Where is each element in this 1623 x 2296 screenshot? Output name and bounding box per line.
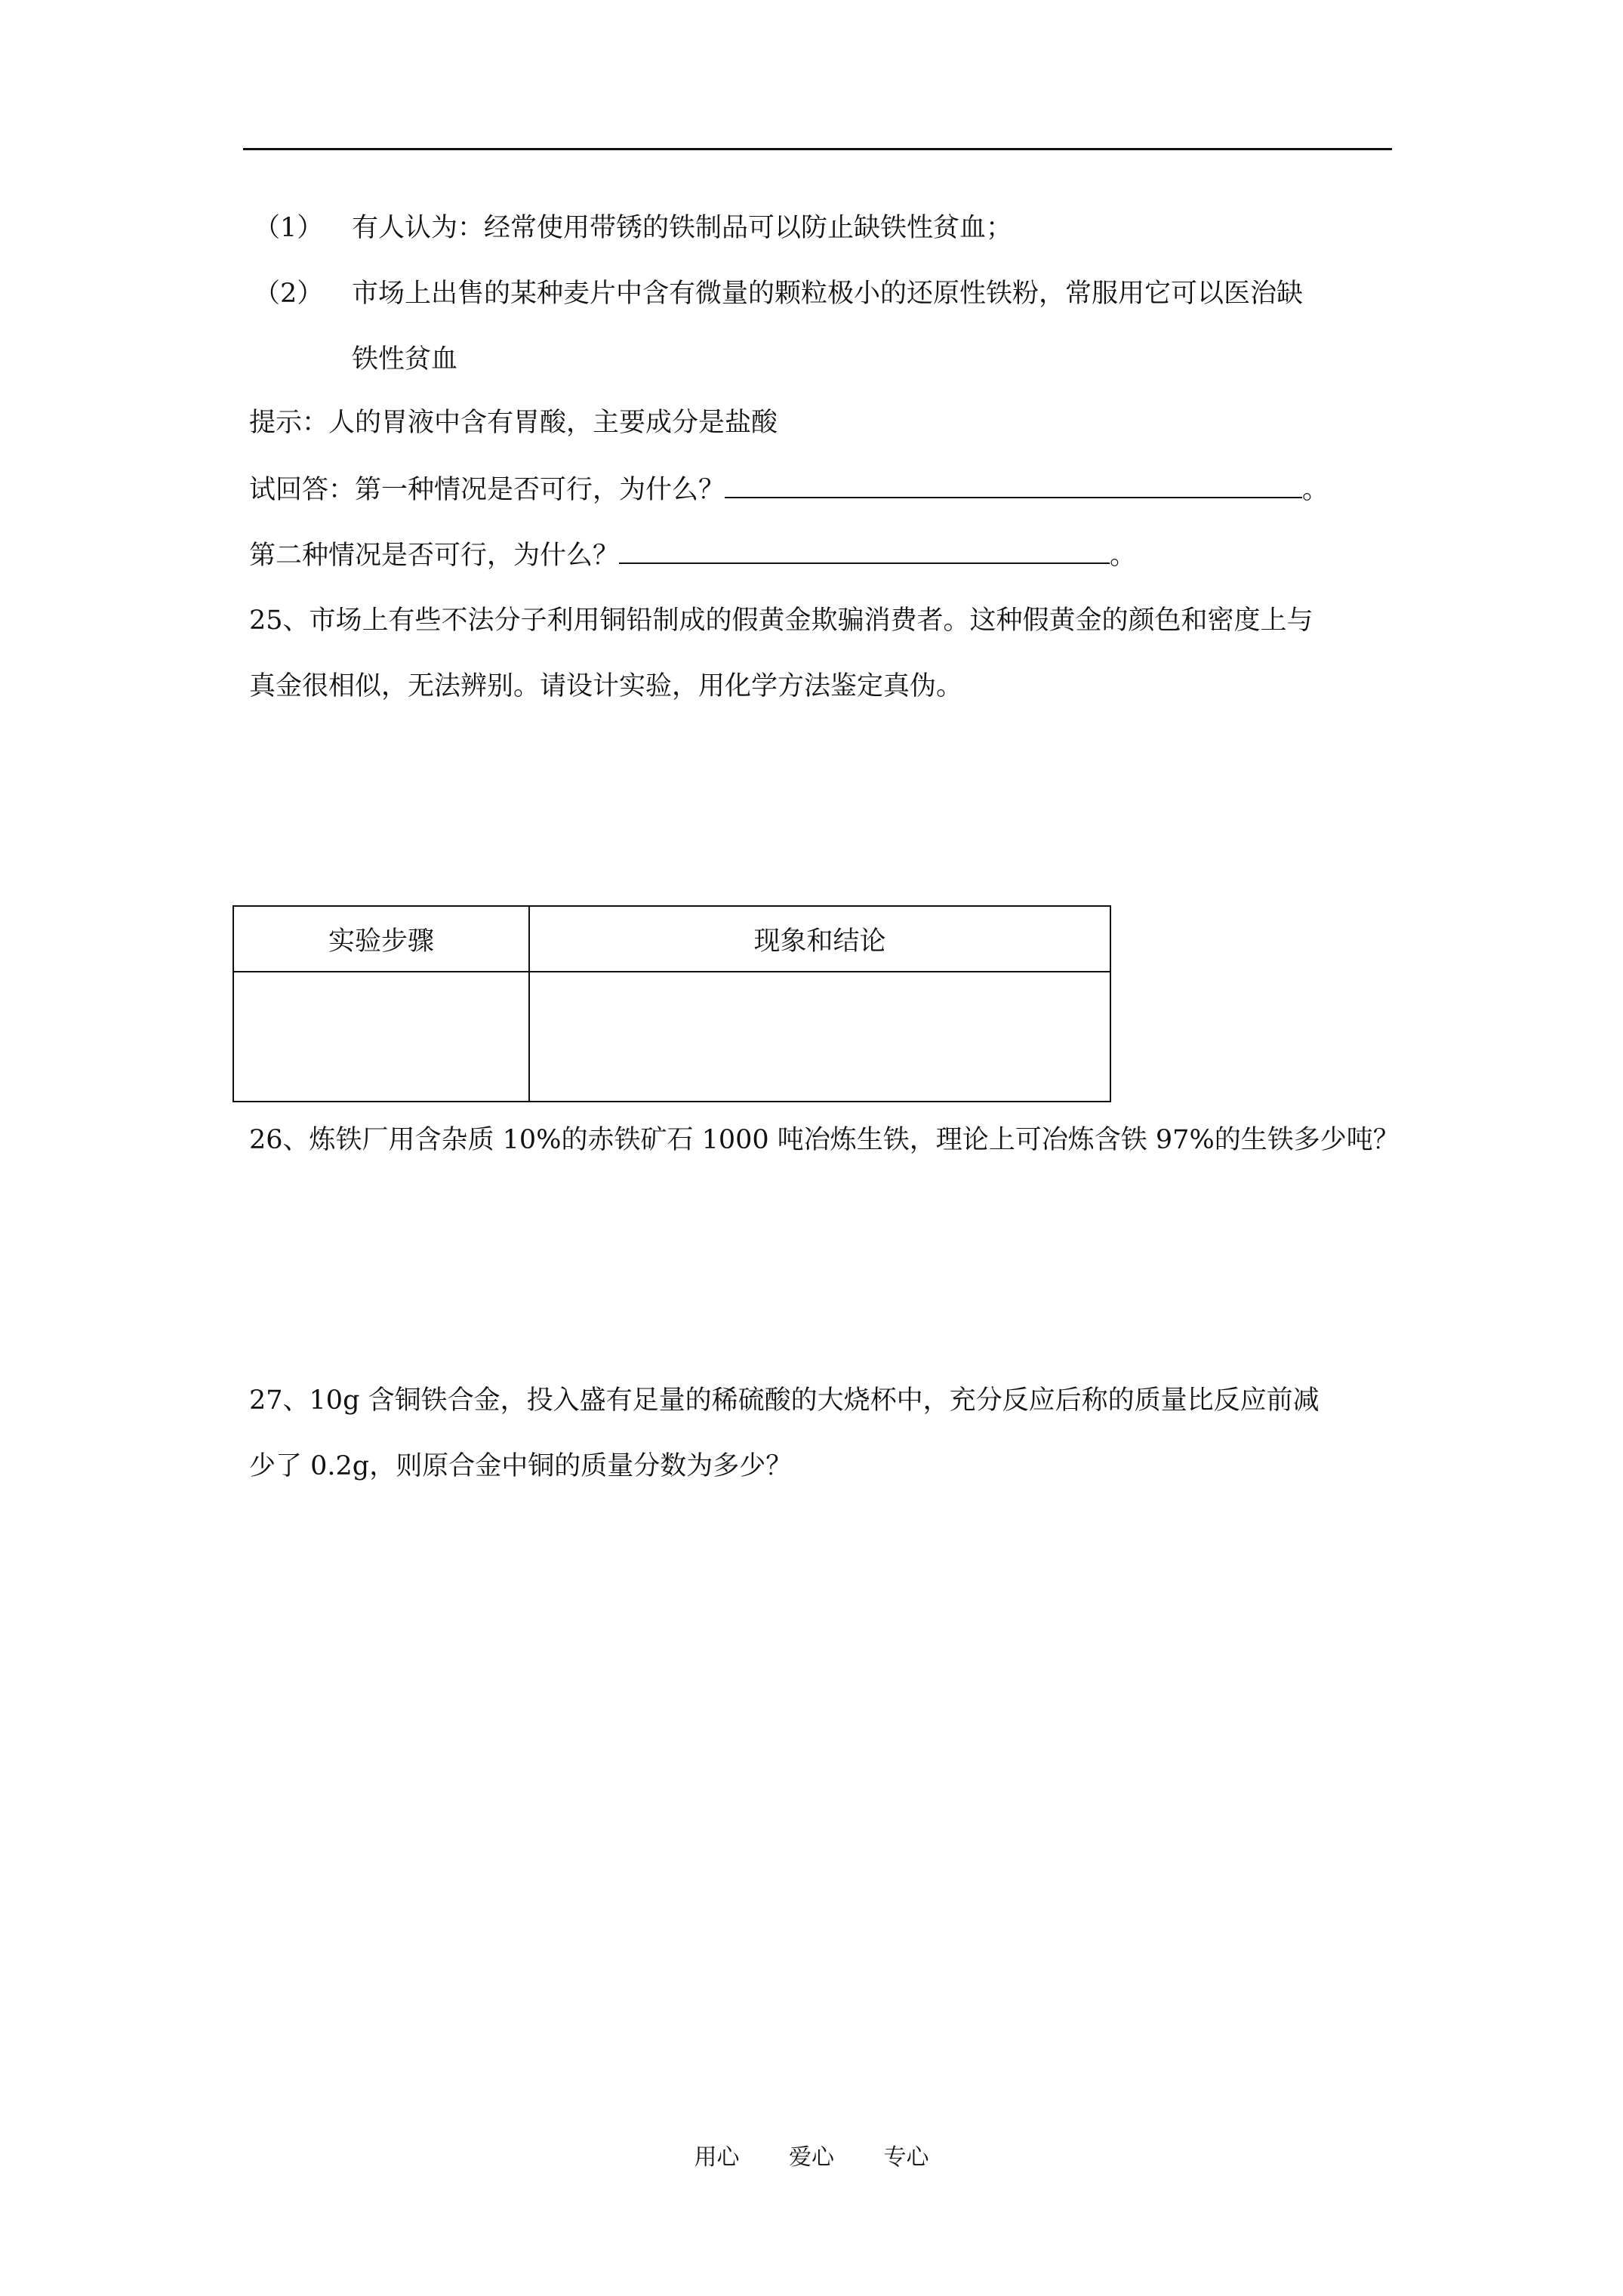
question-27-line-2: 少了 0.2g，则原合金中铜的质量分数为多少？: [249, 1451, 793, 1481]
question-25-line-1: 25、市场上有些不法分子利用铜铅制成的假黄金欺骗消费者。这种假黄金的颜色和密度上与: [249, 606, 1313, 636]
page-footer: [0, 2143, 1623, 2173]
footer-word-1: 用心: [694, 2144, 740, 2171]
footer-word-3: 专心: [883, 2144, 929, 2171]
item-2-number: （2）: [254, 279, 324, 309]
item-2: [254, 277, 1303, 310]
item-2-text: 市场上出售的某种麦片中含有微量的颗粒极小的还原性铁粉，常服用它可以医治缺: [352, 279, 1304, 309]
answer-blank-1[interactable]: [725, 474, 1302, 498]
answer-question-2-text: 第二种情况是否可行，为什么？: [249, 541, 620, 571]
item-1: [254, 211, 1012, 245]
header-rule: [243, 148, 1392, 150]
question-26: 26、炼铁厂用含杂质 10%的赤铁矿石 1000 吨冶炼生铁，理论上可冶炼含铁 97%的生铁多少吨？: [249, 1125, 1400, 1155]
experiment-table: [233, 905, 1111, 1102]
table-cell-steps[interactable]: [233, 972, 529, 1102]
answer-blank-2[interactable]: [619, 540, 1110, 564]
table-header-steps: 实验步骤: [233, 906, 529, 972]
answer-2-period: 。: [1110, 541, 1137, 571]
item-2-continuation: 铁性贫血: [352, 344, 458, 374]
question-27-line-1: 27、10g 含铜铁合金，投入盛有足量的稀硫酸的大烧杯中，充分反应后称的质量比反应前减: [249, 1385, 1320, 1416]
item-1-text: 有人认为：经常使用带锈的铁制品可以防止缺铁性贫血；: [352, 213, 1013, 243]
hint-text: 提示：人的胃液中含有胃酸，主要成分是盐酸: [249, 408, 778, 438]
answer-question-1: [249, 473, 1329, 507]
table-header-results: 现象和结论: [529, 906, 1110, 972]
answer-question-1-text: 试回答：第一种情况是否可行，为什么？: [249, 475, 725, 505]
answer-question-2: [249, 539, 1136, 572]
item-1-number: （1）: [254, 213, 324, 243]
footer-word-2: 爱心: [789, 2144, 834, 2171]
answer-1-period: 。: [1302, 475, 1329, 505]
question-25-line-2: 真金很相似，无法辨别。请设计实验，用化学方法鉴定真伪。: [249, 671, 963, 701]
table-cell-results[interactable]: [529, 972, 1110, 1102]
